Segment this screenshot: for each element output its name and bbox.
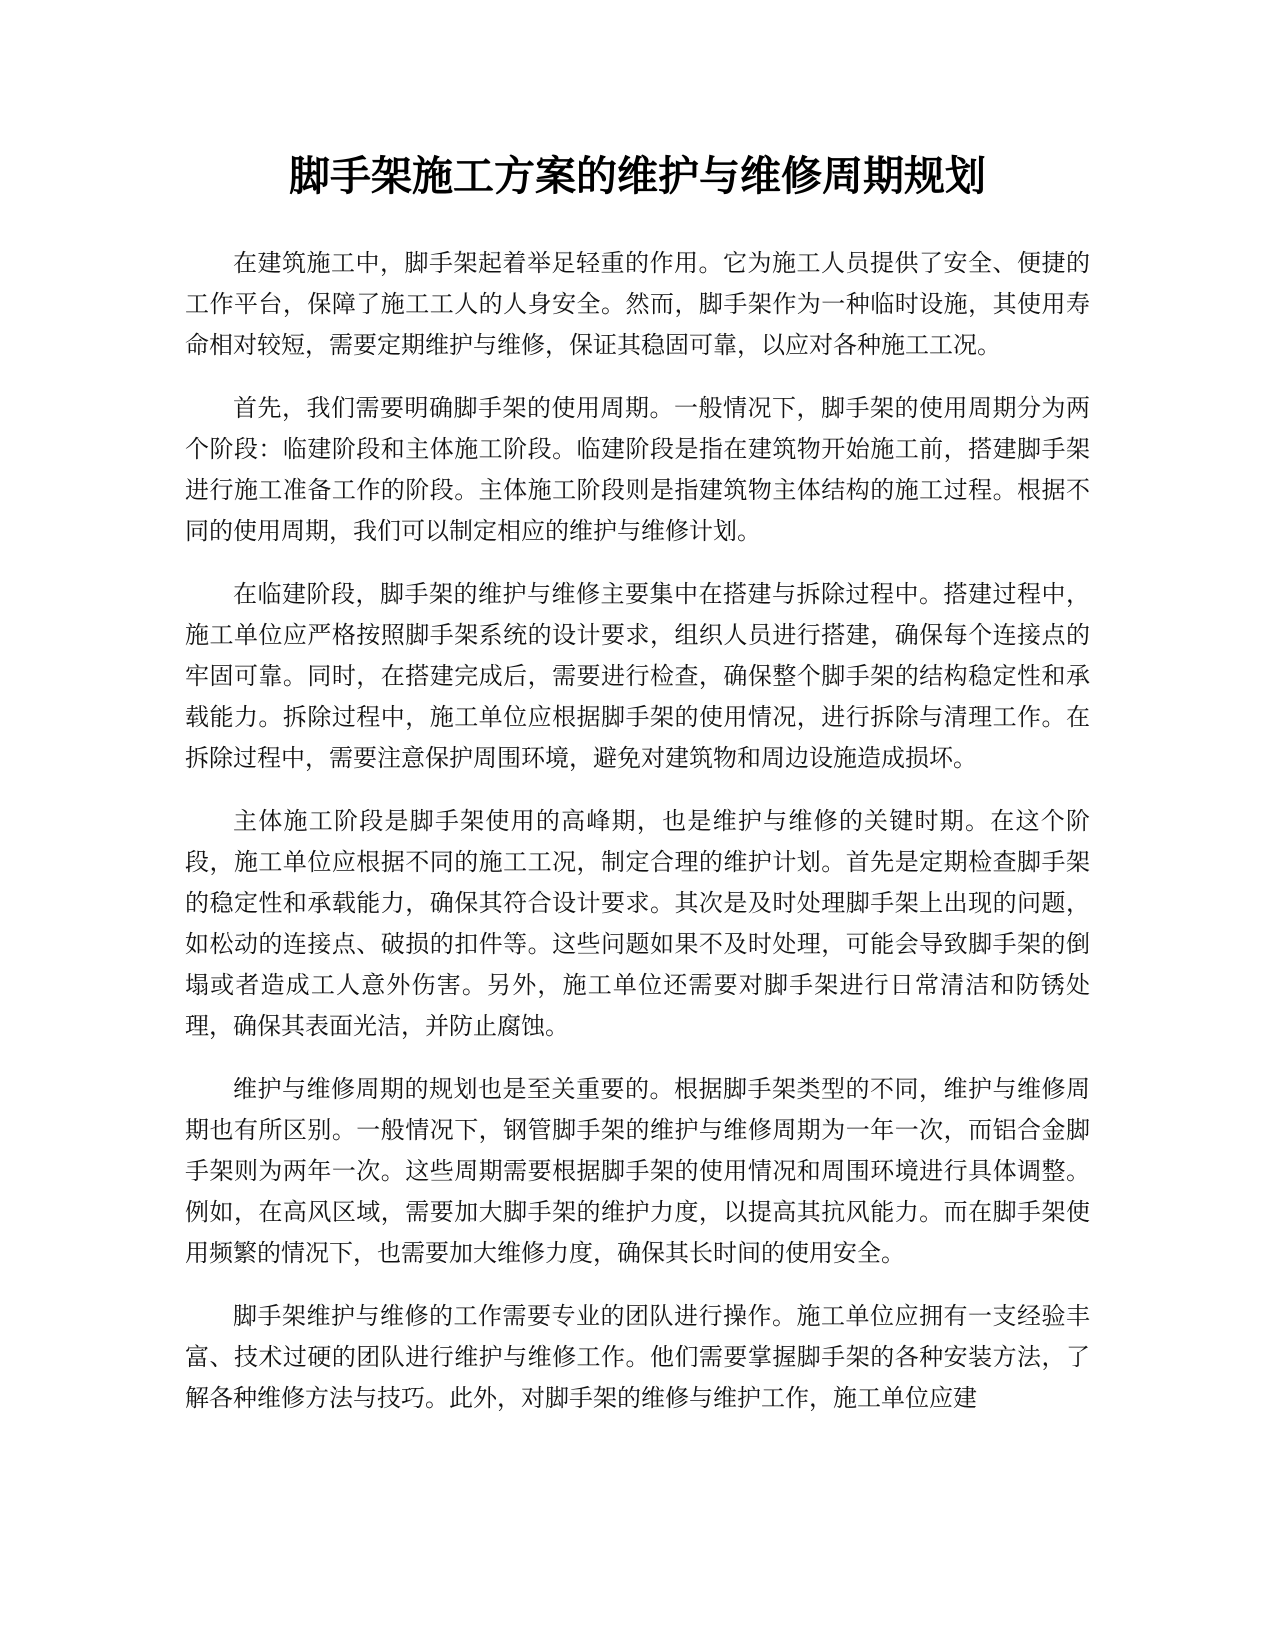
document-title: 脚手架施工方案的维护与维修周期规划 (289, 152, 986, 200)
paragraph-5: 维护与维修周期的规划也是至关重要的。根据脚手架类型的不同，维护与维修周期也有所区别。一般情况下，钢管脚手架的维护与维修周期为一年一次，而铝合金脚手架则为两年一次。这些周期需要根据脚手架的使用情况和周围环境进行具体调整。例如，在高风区域，需要加大脚手架的维护力度，以提高其抗风能力。而在脚手架使用频繁的情况下，也需要加大维修力度，确保其长时间的使用安全。 (185, 1075, 1090, 1267)
document-body (185, 243, 1090, 1441)
paragraph-1: 在建筑施工中，脚手架起着举足轻重的作用。它为施工人员提供了安全、便捷的工作平台，保障了施工工人的人身安全。然而，脚手架作为一种临时设施，其使用寿命相对较短，需要定期维护与维修，保证其稳固可靠，以应对各种施工工况。 (185, 249, 1090, 359)
paragraph-6: 脚手架维护与维修的工作需要专业的团队进行操作。施工单位应拥有一支经验丰富、技术过硬的团队进行维护与维修工作。他们需要掌握脚手架的各种安装方法，了解各种维修方法与技巧。此外，对脚手架的维修与维护工作，施工单位应建 (185, 1302, 1090, 1412)
paragraph-3: 在临建阶段，脚手架的维护与维修主要集中在搭建与拆除过程中。搭建过程中，施工单位应严格按照脚手架系统的设计要求，组织人员进行搭建，确保每个连接点的牢固可靠。同时，在搭建完成后，需要进行检查，确保整个脚手架的结构稳定性和承载能力。拆除过程中，施工单位应根据脚手架的使用情况，进行拆除与清理工作。在拆除过程中，需要注意保护周围环境，避免对建筑物和周边设施造成损坏。 (185, 580, 1090, 772)
paragraph-2: 首先，我们需要明确脚手架的使用周期。一般情况下，脚手架的使用周期分为两个阶段：临建阶段和主体施工阶段。临建阶段是指在建筑物开始施工前，搭建脚手架进行施工准备工作的阶段。主体施工阶段则是指建筑物主体结构的施工过程。根据不同的使用周期，我们可以制定相应的维护与维修计划。 (185, 394, 1090, 545)
paragraph-4: 主体施工阶段是脚手架使用的高峰期，也是维护与维修的关键时期。在这个阶段，施工单位应根据不同的施工工况，制定合理的维护计划。首先是定期检查脚手架的稳定性和承载能力，确保其符合设计要求。其次是及时处理脚手架上出现的问题，如松动的连接点、破损的扣件等。这些问题如果不及时处理，可能会导致脚手架的倒塌或者造成工人意外伤害。另外，施工单位还需要对脚手架进行日常清洁和防锈处理，确保其表面光洁，并防止腐蚀。 (185, 807, 1090, 1040)
